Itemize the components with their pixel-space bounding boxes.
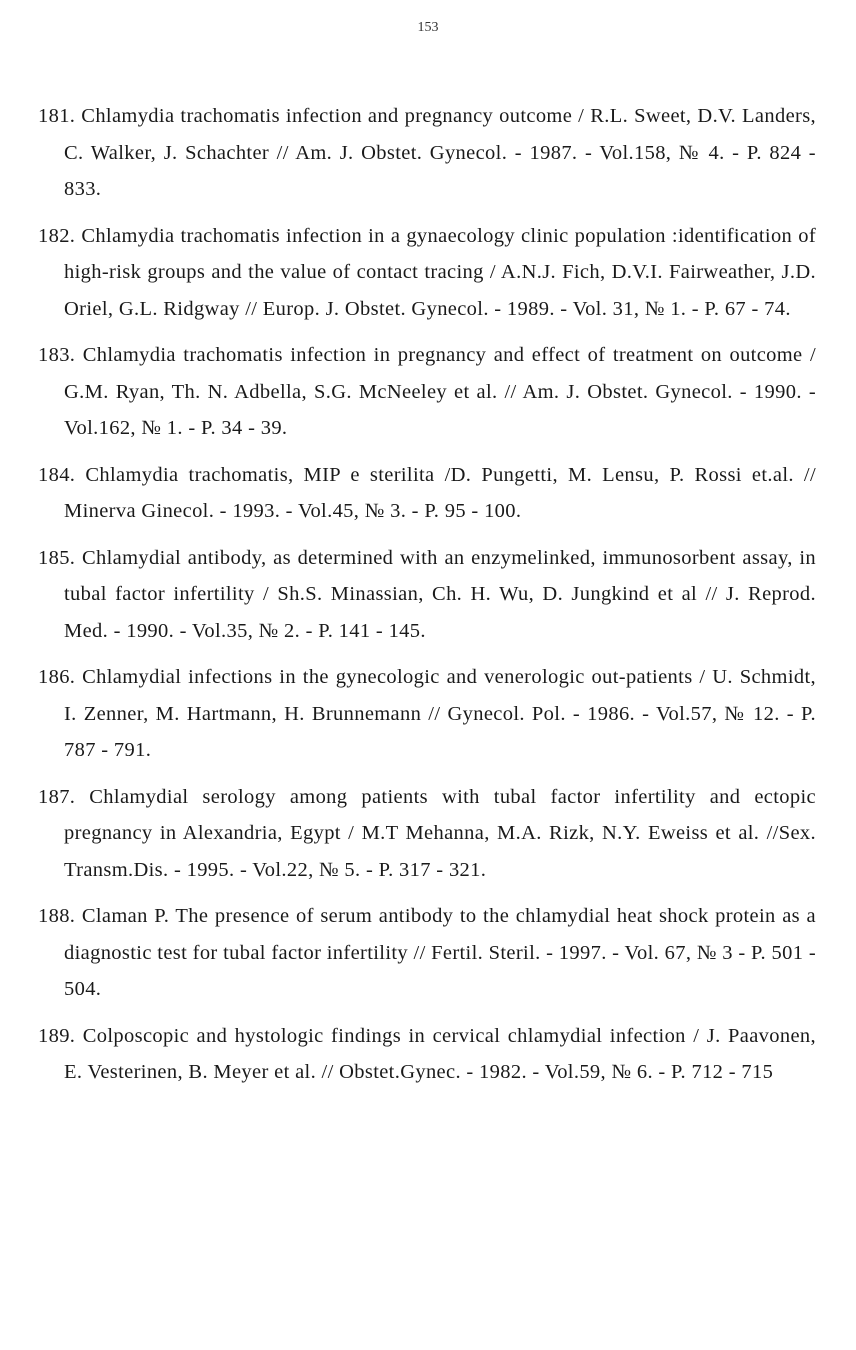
reference-text: Chlamydia trachomatis infection in a gynaecology clinic population :identification of high-risk groups and the value of contact tracing / A.N.J. Fich, D.V.I. Fairweather, J.D. Oriel, G.L. Ridgway // Europ. J. Obstet. Gynecol. - 1989. - Vol. 31, № 1. - P. 67 - 74. (64, 224, 816, 320)
reference-187 (38, 779, 816, 889)
reference-184 (38, 457, 816, 530)
reference-number: 184. (38, 463, 76, 486)
reference-183 (38, 337, 816, 447)
reference-number: 185. (38, 546, 76, 569)
reference-text: Chlamydial infections in the gynecologic and venerologic out-patients / U. Schmidt, I. Zenner, M. Hartmann, H. Brunnemann // Gynecol. Pol. - 1986. - Vol.57, № 12. - P. 787 - 791. (64, 666, 816, 761)
reference-text: Colposcopic and hystologic findings in cervical chlamydial infection / J. Paavonen, E. Vesterinen, B. Meyer et al. // Obstet.Gynec. - 1982. - Vol.59, № 6. - P. 712 - 715 (64, 1024, 816, 1083)
page-number: 153 (417, 20, 439, 35)
reference-number: 187. (38, 785, 76, 808)
reference-number: 181. (38, 105, 76, 127)
reference-number: 182. (38, 224, 76, 247)
reference-text: Chlamydial serology among patients with tubal factor infertility and ectopic pregnancy in Alexandria, Egypt / M.T Mehanna, M.A. Rizk, N.Y. Eweiss et al. //Sex. Transm.Dis. - 1995. - Vol.22, № 5. - P. 317 - 321. (64, 785, 816, 881)
reference-188 (38, 898, 816, 1008)
reference-number: 188. (38, 905, 76, 927)
reference-text: Chlamydial antibody, as determined with an enzymelinked, immunosorbent assay, in tubal factor infertility / Sh.S. Minassian, Ch. H. Wu, D. Jungkind et al // J. Reprod. Med. - 1990. - Vol.35, № 2. - P. 141 - 145. (64, 546, 816, 642)
reference-text: Claman P. The presence of serum antibody to the chlamydial heat shock protein as a diagnostic test for tubal factor infertility // Fertil. Steril. - 1997. - Vol. 67, № 3 - P. 501 - 504. (64, 905, 816, 1000)
reference-text: Chlamydia trachomatis, MIP e sterilita /D. Pungetti, M. Lensu, P. Rossi et.al. // Minerva Ginecol. - 1993. - Vol.45, № 3. - P. 95 - 100. (64, 463, 817, 522)
reference-185 (38, 540, 816, 650)
reference-182 (38, 218, 816, 328)
reference-text: Chlamydia trachomatis infection in pregnancy and effect of treatment on outcome / G.M. Ryan, Th. N. Adbella, S.G. McNeeley et al. // Am. J. Obstet. Gynecol. - 1990. - Vol.162, № 1. - P. 34 - 39. (64, 344, 816, 439)
reference-text: Chlamydia trachomatis infection and pregnancy outcome / R.L. Sweet, D.V. Landers, C. Walker, J. Schachter // Am. J. Obstet. Gynecol. - 1987. - Vol.158, № 4. - P. 824 - 833. (64, 105, 816, 200)
reference-list (38, 98, 816, 1101)
reference-181 (38, 98, 816, 208)
reference-number: 186. (38, 666, 76, 688)
reference-186 (38, 659, 816, 769)
reference-number: 183. (38, 344, 76, 366)
reference-189 (38, 1018, 816, 1091)
reference-number: 189. (38, 1024, 76, 1047)
